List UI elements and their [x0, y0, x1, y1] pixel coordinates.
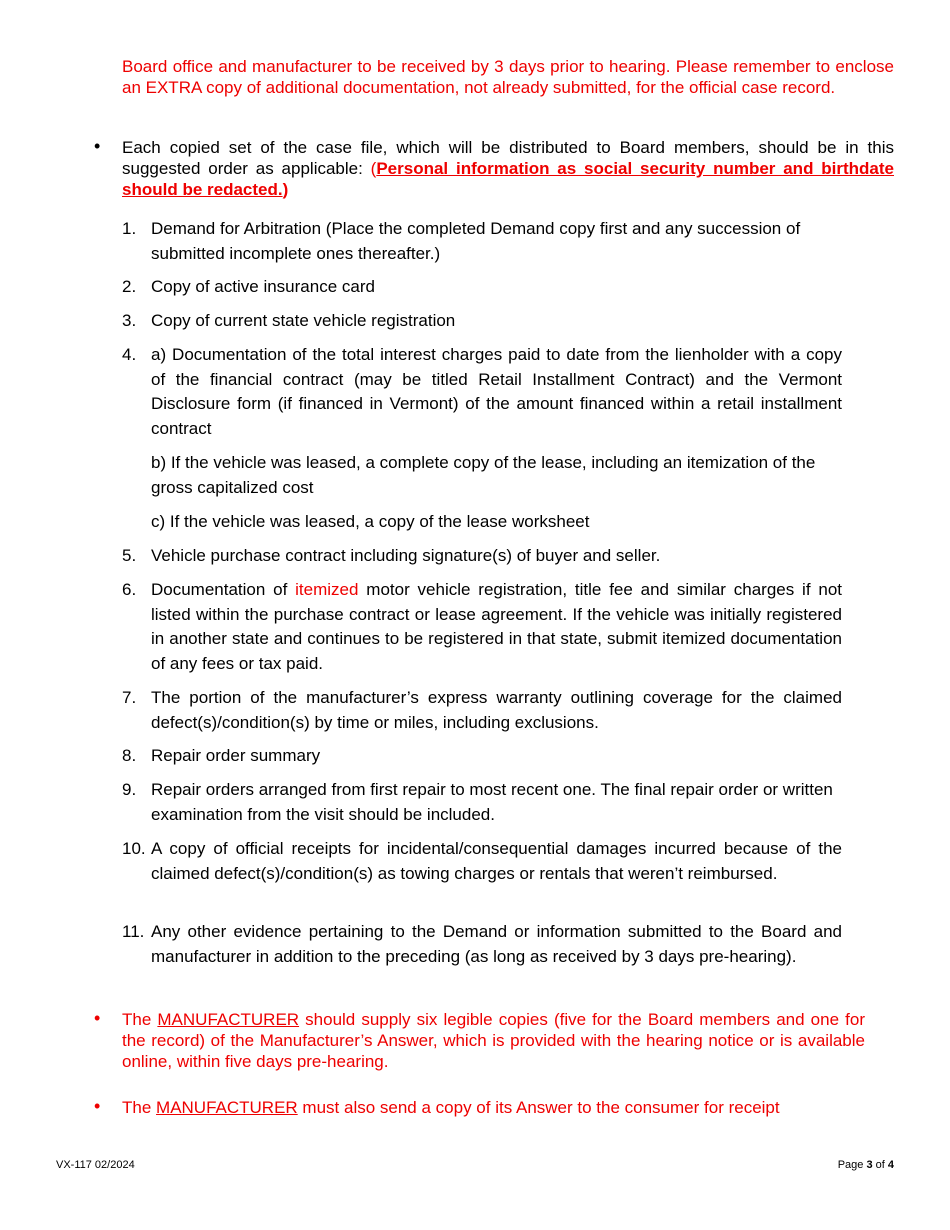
redaction-notice-2: should be redacted. [122, 180, 283, 199]
list-number: 10. [122, 839, 146, 858]
list-number: 7. [122, 688, 137, 707]
itemized-highlight: itemized [295, 580, 359, 599]
list-number: 4. [122, 345, 137, 364]
manufacturer-copies-paragraph: The MANUFACTURER should supply six legible copies (five for the Board members and one for the record) of the Manufacturer’s Answer, which is provided with the hearing notice or is available online, within five days pre-hearing. [122, 1010, 865, 1071]
list-item: Repair orders arranged from first repair to most recent one. The final repair order or written examination from the visit should be included. [151, 780, 833, 824]
list-item: Demand for Arbitration (Place the completed Demand copy first and any succession of submitted incomplete ones thereafter.) [151, 219, 801, 263]
list-item: Repair order summary [151, 746, 321, 765]
list-item: Any other evidence pertaining to the Demand or information submitted to the Board and manufacturer in addition to the preceding (as long as received by 3 days pre-hearing). [151, 922, 842, 966]
list-item: a) Documentation of the total interest charges paid to date from the lienholder with a copy of the financial contract (may be titled Retail Installment Contract) and the Vermont Disclosure form (if financed in Vermont) of the amount financed within a retail installment contract [151, 345, 842, 438]
list-item: Copy of active insurance card [151, 277, 375, 296]
list-item: Documentation of itemized motor vehicle registration, title fee and similar charges if not listed within the purchase contract or lease agreement. If the vehicle was initially registered in another state and continues to be registered in that state, submit itemized documentation of any fees or tax paid. [151, 580, 842, 673]
list-item: A copy of official receipts for incidental/consequential damages incurred because of the claimed defect(s)/condition(s) as towing charges or rentals that weren’t reimbursed. [151, 839, 842, 883]
list-number: 8. [122, 746, 137, 765]
list-number: 1. [122, 219, 137, 238]
list-number: 3. [122, 311, 137, 330]
case-file-order-paragraph: Each copied set of the case file, which will be distributed to Board members, should be in this suggested order as applicable: (Personal information as social security number and birthdate should be redacted.) [122, 138, 894, 199]
list-subitem: b) If the vehicle was leased, a complete copy of the lease, including an itemization of the gross capitalized cost [151, 453, 816, 497]
list-item: Vehicle purchase contract including signature(s) of buyer and seller. [151, 546, 661, 565]
form-id: VX-117 02/2024 [56, 1159, 135, 1171]
redaction-notice: Personal information as social security number and birthdate [376, 159, 894, 178]
bullet-icon: • [94, 1008, 101, 1028]
list-number: 5. [122, 546, 137, 565]
list-number: 11. [122, 922, 145, 941]
list-number: 2. [122, 277, 137, 296]
list-number: 6. [122, 580, 137, 599]
list-number: 9. [122, 780, 137, 799]
list-item: The portion of the manufacturer’s express warranty outlining coverage for the claimed defect(s)/condition(s) by time or miles, including exclusions. [151, 688, 842, 732]
bullet-icon: • [94, 1096, 101, 1116]
list-subitem: c) If the vehicle was leased, a copy of the lease worksheet [151, 512, 590, 531]
page-number: Page 3 of 4 [837, 1159, 894, 1171]
intro-paragraph: Board office and manufacturer to be received by 3 days prior to hearing. Please remember to enclose an EXTRA copy of additional documentation, not already submitted, for the official case record. [122, 57, 894, 97]
manufacturer-answer-paragraph: The MANUFACTURER must also send a copy of its Answer to the consumer for receipt [122, 1098, 780, 1117]
bullet-icon: • [94, 136, 101, 156]
list-item: Copy of current state vehicle registration [151, 311, 456, 330]
